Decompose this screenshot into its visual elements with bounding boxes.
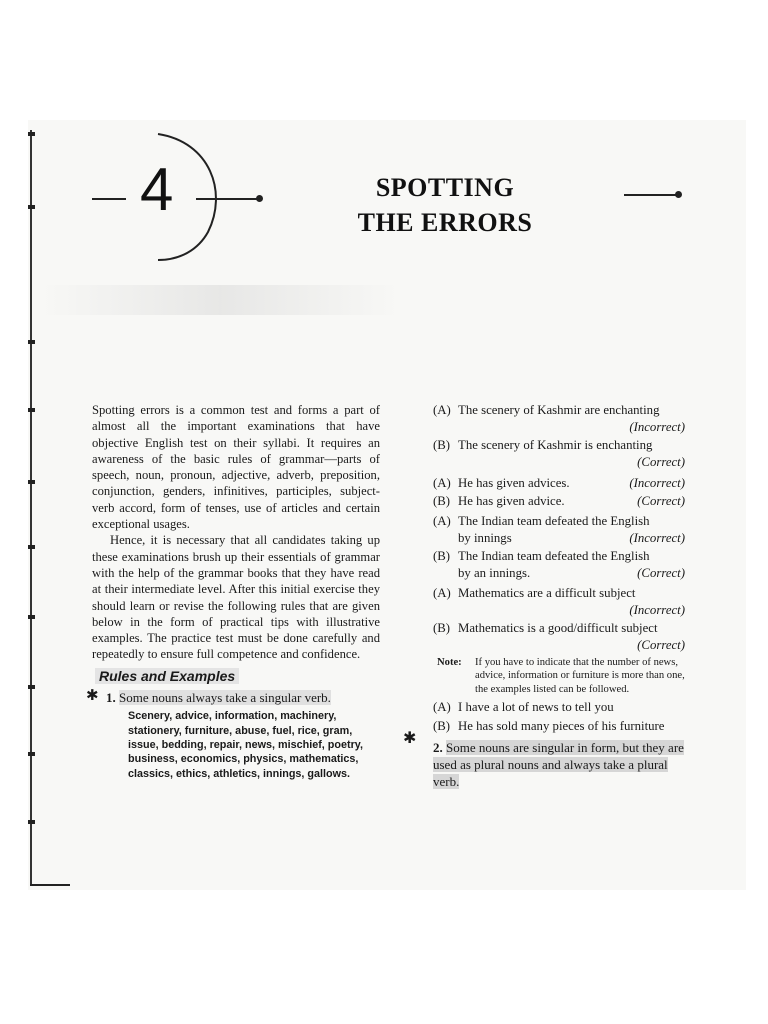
rule-2-number: 2.	[433, 739, 443, 755]
chapter-dash-left	[92, 198, 126, 200]
example-text	[458, 513, 685, 547]
binding-mark	[28, 545, 35, 549]
binding-mark	[28, 685, 35, 689]
example-letter: (B)	[433, 438, 451, 452]
chapter-dash-right	[624, 194, 678, 196]
example-letter: (A)	[433, 699, 451, 714]
example-text-content: He has given advice.	[458, 494, 565, 508]
example-item	[433, 513, 685, 547]
star-mark-icon: ✱	[403, 729, 417, 747]
note-example-item	[433, 699, 685, 716]
binding-bottom-line	[30, 884, 70, 886]
example-letter: (A)	[433, 476, 451, 490]
example-verdict: (Incorrect)	[629, 603, 685, 617]
example-verdict: (Correct)	[637, 494, 685, 508]
example-text	[458, 493, 685, 510]
chapter-arc-ornament	[150, 132, 230, 262]
rule-2-text: Some nouns are singular in form, but they are used as plural nouns and always take a plural verb.	[433, 739, 684, 789]
scan-smudge	[40, 285, 400, 315]
example-text-continued: by an innings.	[458, 566, 531, 580]
rule-1	[86, 688, 380, 781]
chapter-dash-middle	[196, 198, 258, 200]
example-verdict: (Incorrect)	[629, 476, 685, 490]
left-column	[86, 402, 380, 781]
note-text: If you have to indicate that the number of news, advice, information or furniture is more than one, the examples listed can be followed.	[475, 657, 685, 695]
intro-paragraph-1: Spotting errors is a common test and forms a part of almost all the important examinations that have objective English test on their syllabi. It requires an awareness of the basic rules of grammar—parts of speech, noun, pronoun, adjective, adverb, preposition, conjunction, genders, infinitives, participles, subject-verb accord, form of tenses, use of articles and certain exceptional usages.	[92, 403, 380, 532]
binding-mark	[28, 752, 35, 756]
example-item	[433, 620, 685, 654]
example-letter: (B)	[433, 549, 451, 563]
example-item	[433, 548, 685, 582]
example-text-content: The Indian team defeated the English	[458, 514, 650, 528]
chapter-title-line-2: THE ERRORS	[357, 208, 533, 237]
rule-2	[403, 729, 685, 790]
example-letter: (B)	[433, 718, 451, 733]
example-text-content: He has given advices.	[458, 476, 570, 490]
example-item	[433, 493, 685, 510]
example-item	[433, 585, 685, 619]
example-text: He has sold many pieces of his furniture	[458, 718, 665, 733]
example-text: The scenery of Kashmir are enchanting	[458, 403, 660, 417]
note-block	[437, 656, 685, 696]
intro-paragraph-2: Hence, it is necessary that all candidates taking up these examinations brush up their essentials of grammar with the help of the grammar books that they have read at their intermediate level. After this initial exercise they should learn or revise the following rules that are given below in the form of practical tips with illustrative examples. The practice test must be done carefully and repeatedly to ensure full competence and confidence.	[92, 533, 380, 662]
example-letter: (B)	[433, 494, 451, 508]
example-text	[458, 475, 685, 492]
example-text: Mathematics is a good/difficult subject	[458, 621, 658, 635]
binding-mark	[28, 408, 35, 412]
example-verdict: (Correct)	[637, 455, 685, 469]
example-text: Mathematics are a difficult subject	[458, 586, 636, 600]
example-letter: (A)	[433, 514, 451, 528]
chapter-title	[330, 170, 560, 240]
binding-mark	[28, 132, 35, 136]
section-heading: Rules and Examples	[95, 668, 239, 684]
binding-mark	[28, 340, 35, 344]
right-column	[403, 402, 685, 790]
binding-mark	[28, 820, 35, 824]
example-text-content: The Indian team defeated the English	[458, 549, 650, 563]
example-text	[458, 548, 685, 582]
rule-1-text: Some nouns always take a singular verb.	[119, 690, 331, 706]
example-verdict: (Correct)	[637, 566, 685, 580]
example-letter: (A)	[433, 403, 451, 417]
binding-mark	[28, 205, 35, 209]
book-binding-edge	[30, 130, 32, 885]
binding-mark	[28, 615, 35, 619]
example-text: The scenery of Kashmir is enchanting	[458, 438, 653, 452]
example-text-continued: by innings	[458, 531, 512, 545]
example-item	[433, 437, 685, 471]
example-letter: (A)	[433, 586, 451, 600]
rule-1-number: 1.	[106, 690, 116, 706]
example-letter: (B)	[433, 621, 451, 635]
star-mark-icon: ✱	[86, 688, 99, 705]
example-item	[433, 402, 685, 436]
rule-1-noun-list: Scenery, advice, information, machinery, stationery, furniture, abuse, fuel, rice, gram, issue, bedding, repair, news, mischief, poetry, business, economics, physics, mathematics, classics, ethics, athletics, innings, gallows.	[128, 710, 364, 780]
chapter-title-line-1: SPOTTING	[375, 173, 515, 202]
note-example-item	[433, 718, 685, 735]
example-text: I have a lot of news to tell you	[458, 699, 614, 714]
chapter-dot-right	[675, 191, 682, 198]
binding-mark	[28, 480, 35, 484]
example-verdict: (Incorrect)	[629, 531, 685, 545]
chapter-dot-middle	[256, 195, 263, 202]
note-label: Note:	[437, 657, 462, 668]
rule-1-heading	[106, 690, 380, 706]
example-item	[433, 475, 685, 492]
chapter-number: 4	[140, 156, 174, 223]
example-verdict: (Incorrect)	[629, 420, 685, 434]
example-verdict: (Correct)	[637, 638, 685, 652]
